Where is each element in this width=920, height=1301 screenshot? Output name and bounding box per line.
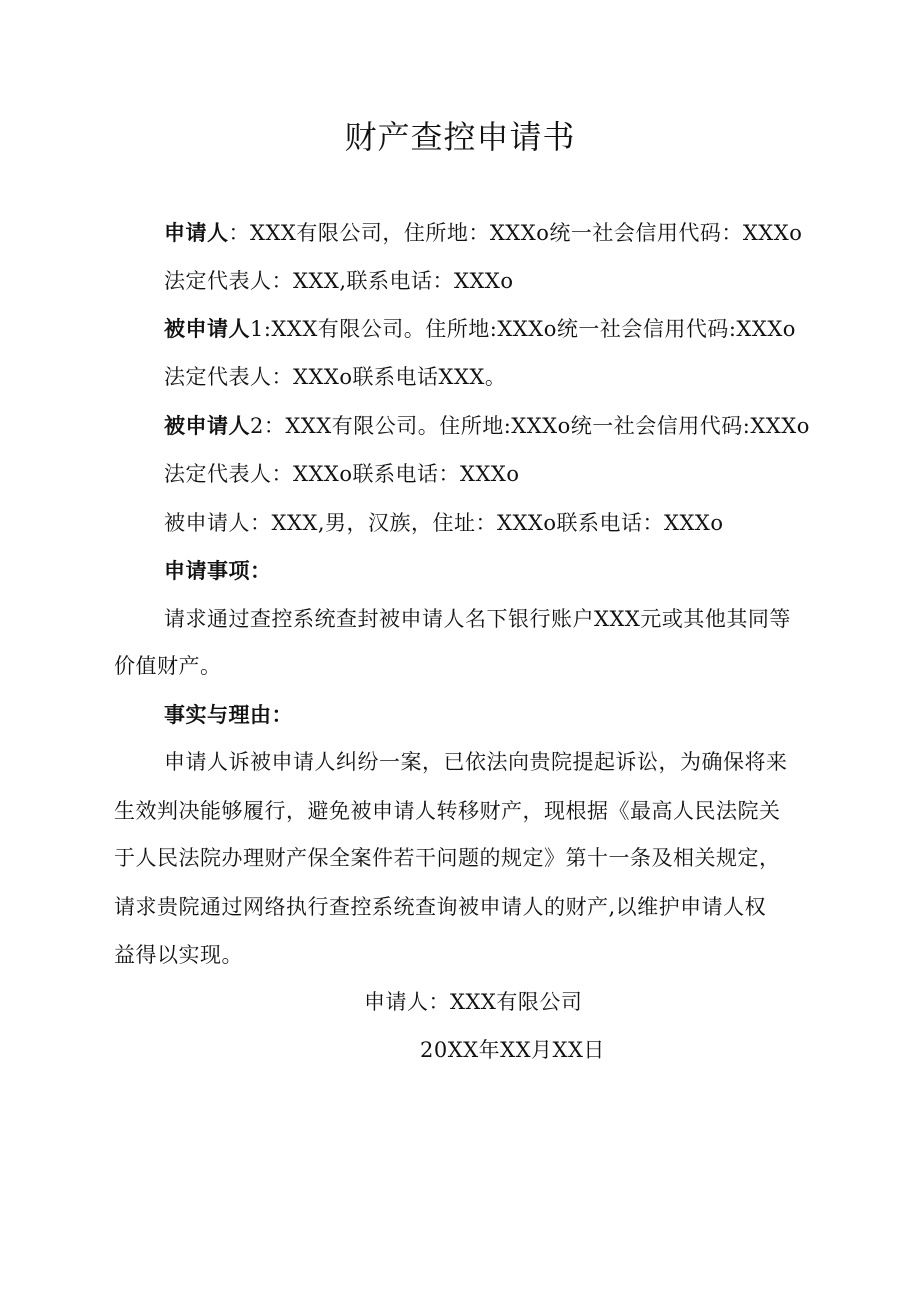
document-title: 财产查控申请书 (344, 118, 576, 156)
applicant-line-2: 法定代表人：XXX,联系电话：XXXo (164, 269, 514, 293)
signature-date: 20XX年XX月XX日 (420, 1038, 605, 1062)
respondent2-details: 2：XXX有限公司。住所地:XXXo统一社会信用代码:XXXo (250, 414, 810, 438)
facts-line-1: 申请人诉被申请人纠纷一案，已依法向贵院提起诉讼，为确保将来 (164, 750, 788, 774)
applicant-label: 申请人 (164, 221, 229, 245)
facts-line-4: 请求贵院通过网络执行查控系统查询被申请人的财产,以维护申请人权 (114, 895, 767, 919)
request-line-2: 价值财产。 (114, 654, 222, 678)
respondent1-line-1 (164, 314, 796, 344)
respondent2-line-2: 法定代表人：XXXo联系电话：XXXo (164, 462, 520, 486)
facts-line-5: 益得以实现。 (114, 943, 243, 967)
respondent3-line-1: 被申请人：XXX,男，汉族，住址：XXXo联系电话：XXXo (164, 511, 724, 535)
applicant-line-1 (164, 218, 802, 248)
facts-line-2: 生效判决能够履行，避免被申请人转移财产，现根据《最高人民法院关 (114, 799, 781, 823)
facts-line-3: 于人民法院办理财产保全案件若干问题的规定》第十一条及相关规定， (114, 846, 781, 870)
respondent1-details: 1:XXX有限公司。住所地:XXXo统一社会信用代码:XXXo (250, 317, 796, 341)
respondent1-label: 被申请人 (164, 317, 250, 341)
signature-applicant: 申请人：XXX有限公司 (364, 990, 583, 1014)
respondent1-line-2: 法定代表人：XXXo联系电话XXX。 (164, 365, 507, 389)
respondent2-label: 被申请人 (164, 414, 250, 438)
applicant-details: ：XXX有限公司，住所地：XXXo统一社会信用代码：XXXo (228, 221, 803, 245)
facts-heading: 事实与理由： (164, 703, 293, 727)
respondent2-line-1 (164, 411, 810, 441)
request-line-1: 请求通过查控系统查封被申请人名下银行账户XXX元或其他其同等 (164, 607, 791, 631)
request-heading: 申请事项： (164, 559, 272, 583)
